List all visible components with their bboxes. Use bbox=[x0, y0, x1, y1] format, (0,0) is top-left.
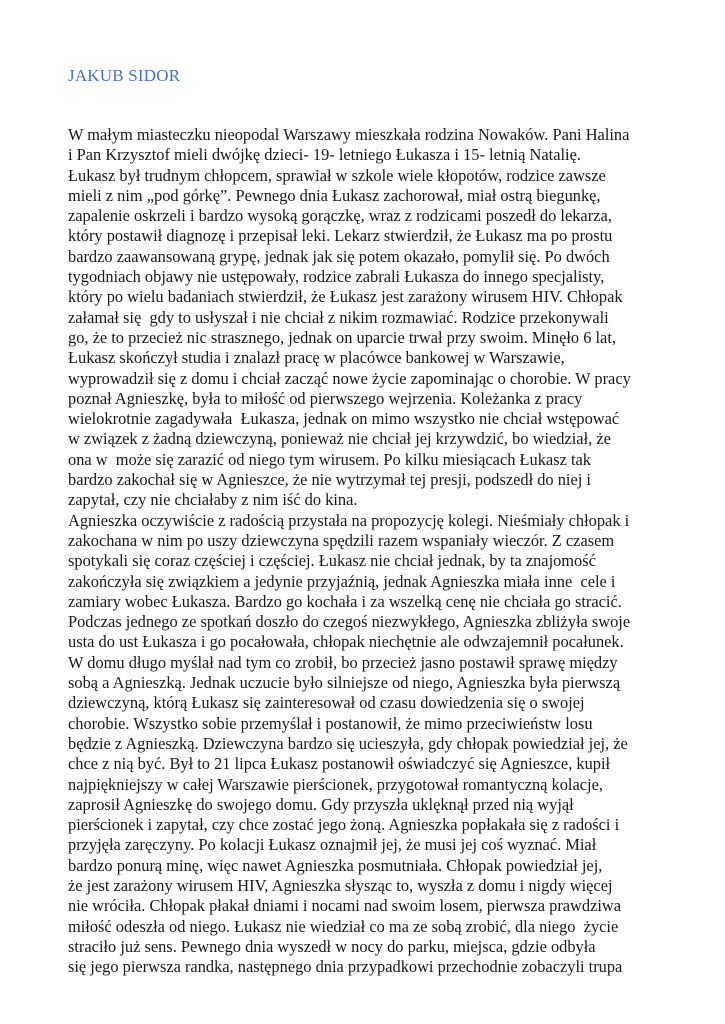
author-name: JAKUB SIDOR bbox=[68, 66, 181, 85]
story-line: zapytał, czy nie chciałaby z nim iść do kina. bbox=[68, 490, 358, 510]
story-line: że jest zarażony wirusem HIV, Agnieszka słysząc to, wyszła z domu i nigdy więcej bbox=[68, 875, 613, 895]
story-line: będzie z Agnieszką. Dziewczyna bardzo się ucieszyła, gdy chłopak powiedział jej, że bbox=[68, 733, 628, 753]
story-line: dziewczyną, którą Łukasz się zainteresował od czasu dowiedzenia się o swojej bbox=[68, 693, 585, 713]
story-line: zaprosił Agnieszkę do swojego domu. Gdy przyszła uklęknął przed nią wyjął bbox=[68, 794, 574, 814]
story-line: zapalenie oskrzeli i bardzo wysoką gorączkę, wraz z rodzicami poszedł do lekarza, bbox=[68, 206, 612, 226]
story-line: W małym miasteczku nieopodal Warszawy mieszkała rodzina Nowaków. Pani Halina bbox=[68, 125, 630, 144]
story-line: tygodniach objawy nie ustępowały, rodzice zabrali Łukasza do innego specjalisty, bbox=[68, 267, 605, 287]
story-line: załamał się gdy to usłyszał i nie chciał z nikim rozmawiać. Rodzice przekonywali bbox=[68, 307, 609, 327]
story-line: chce z nią być. Był to 21 lipca Łukasz postanowił oświadczyć się Agnieszce, kupił bbox=[68, 754, 611, 774]
story-line: go, że to przecież nic strasznego, jednak on uparcie trwał przy swoim. Minęło 6 lat, bbox=[68, 327, 616, 347]
story-line: bardzo zaawansowaną grypę, jednak jak się potem okazało, pomylił się. Po dwóch bbox=[68, 246, 610, 266]
story-line: usta do ust Łukasza i go pocałowała, chłopak niechętnie ale odwzajemnił pocałunek. bbox=[68, 632, 624, 652]
story-line: nie wróciła. Chłopak płakał dniami i nocami nad swoim losem, pierwsza prawdziwa bbox=[68, 896, 622, 916]
story-line: zakochana w nim po uszy dziewczyna spędzili razem wspaniały wieczór. Z czasem bbox=[68, 530, 615, 550]
story-line: bardzo zakochał się w Agnieszce, że nie wytrzymał tej presji, podszedł do niej i bbox=[68, 470, 591, 490]
story-line: najpiękniejszy w całej Warszawie pierścionek, przygotował romantyczną kolacje, bbox=[68, 774, 603, 794]
story-line: się jego pierwsza randka, następnego dnia przypadkowi przechodnie zobaczyli trupa bbox=[68, 957, 623, 977]
story-line: Łukasz był trudnym chłopcem, sprawiał w szkole wiele kłopotów, rodzice zawsze bbox=[68, 165, 606, 185]
story-line: ona w może się zarazić od niego tym wirusem. Po kilku miesiącach Łukasz tak bbox=[68, 449, 591, 469]
story-line: chorobie. Wszystko sobie przemyślał i postanowił, że mimo przeciwieństw losu bbox=[68, 713, 593, 733]
story-line: pierścionek i zapytał, czy chce zostać jego żoną. Agnieszka popłakała się z radości i bbox=[68, 815, 620, 835]
story-line: straciło już sens. Pewnego dnia wyszedł w nocy do parku, miejsca, gdzie odbyła bbox=[68, 936, 596, 956]
story-line: sobą a Agnieszką. Jednak uczucie było silniejsze od niego, Agnieszka była pierwszą bbox=[68, 673, 621, 693]
story-line: miłość odeszła od niego. Łukasz nie wiedział co ma ze sobą zrobić, dla niego życie bbox=[68, 916, 619, 936]
story-line: który postawił diagnozę i przepisał leki. Lekarz stwierdził, że Łukasz ma po prostu bbox=[68, 226, 613, 246]
story-line: W domu długo myślał nad tym co zrobił, bo przecież jasno postawił sprawę między bbox=[68, 652, 618, 672]
story-line: wyprowadził się z domu i chciał zacząć nowe życie zapominając o chorobie. W pracy bbox=[68, 368, 631, 388]
story-line: Łukasz skończył studia i znalazł pracę w placówce bankowej w Warszawie, bbox=[68, 348, 565, 368]
story-line: zamiary wobec Łukasza. Bardzo go kochała i za wszelką cenę nie chciała go stracić. bbox=[68, 591, 622, 611]
story-line: Agnieszka oczywiście z radością przystała na propozycję kolegi. Nieśmiały chłopak i bbox=[68, 510, 630, 530]
story-line: i Pan Krzysztof mieli dwójkę dzieci- 19- letniego Łukasza i 15- letnią Natalię. bbox=[68, 145, 581, 165]
story-line: Podczas jednego ze spotkań doszło do czegoś niezwykłego, Agnieszka zbliżyła swoje bbox=[68, 612, 631, 632]
story-line: spotykali się coraz częściej i częściej. Łukasz nie chciał jednak, by ta znajomość bbox=[68, 551, 596, 571]
story-line: zakończyła się związkiem a jedynie przyjaźnią, jednak Agnieszka miała inne cele i bbox=[68, 571, 616, 591]
story-line: wielokrotnie zagadywała Łukasza, jednak on mimo wszystko nie chciał wstępować bbox=[68, 409, 620, 429]
story-line: który po wielu badaniach stwierdził, że Łukasz jest zarażony wirusem HIV. Chłopak bbox=[68, 287, 623, 307]
story-line: poznał Agnieszkę, była to miłość od pierwszego wejrzenia. Koleżanka z pracy bbox=[68, 388, 583, 408]
story-line: mieli z nim „pod górkę”. Pewnego dnia Łukasz zachorował, miał ostrą biegunkę, bbox=[68, 185, 601, 205]
story-line: przyjęła zaręczyny. Po kolacji Łukasz oznajmił jej, że musi jej coś wyznać. Miał bbox=[68, 835, 597, 855]
story-body bbox=[68, 125, 668, 977]
story-line: bardzo ponurą minę, więc nawet Agnieszka posmutniała. Chłopak powiedział jej, bbox=[68, 855, 603, 875]
story-line: w związek z żadną dziewczyną, ponieważ nie chciał jej krzywdzić, bo wiedział, że bbox=[68, 429, 611, 449]
